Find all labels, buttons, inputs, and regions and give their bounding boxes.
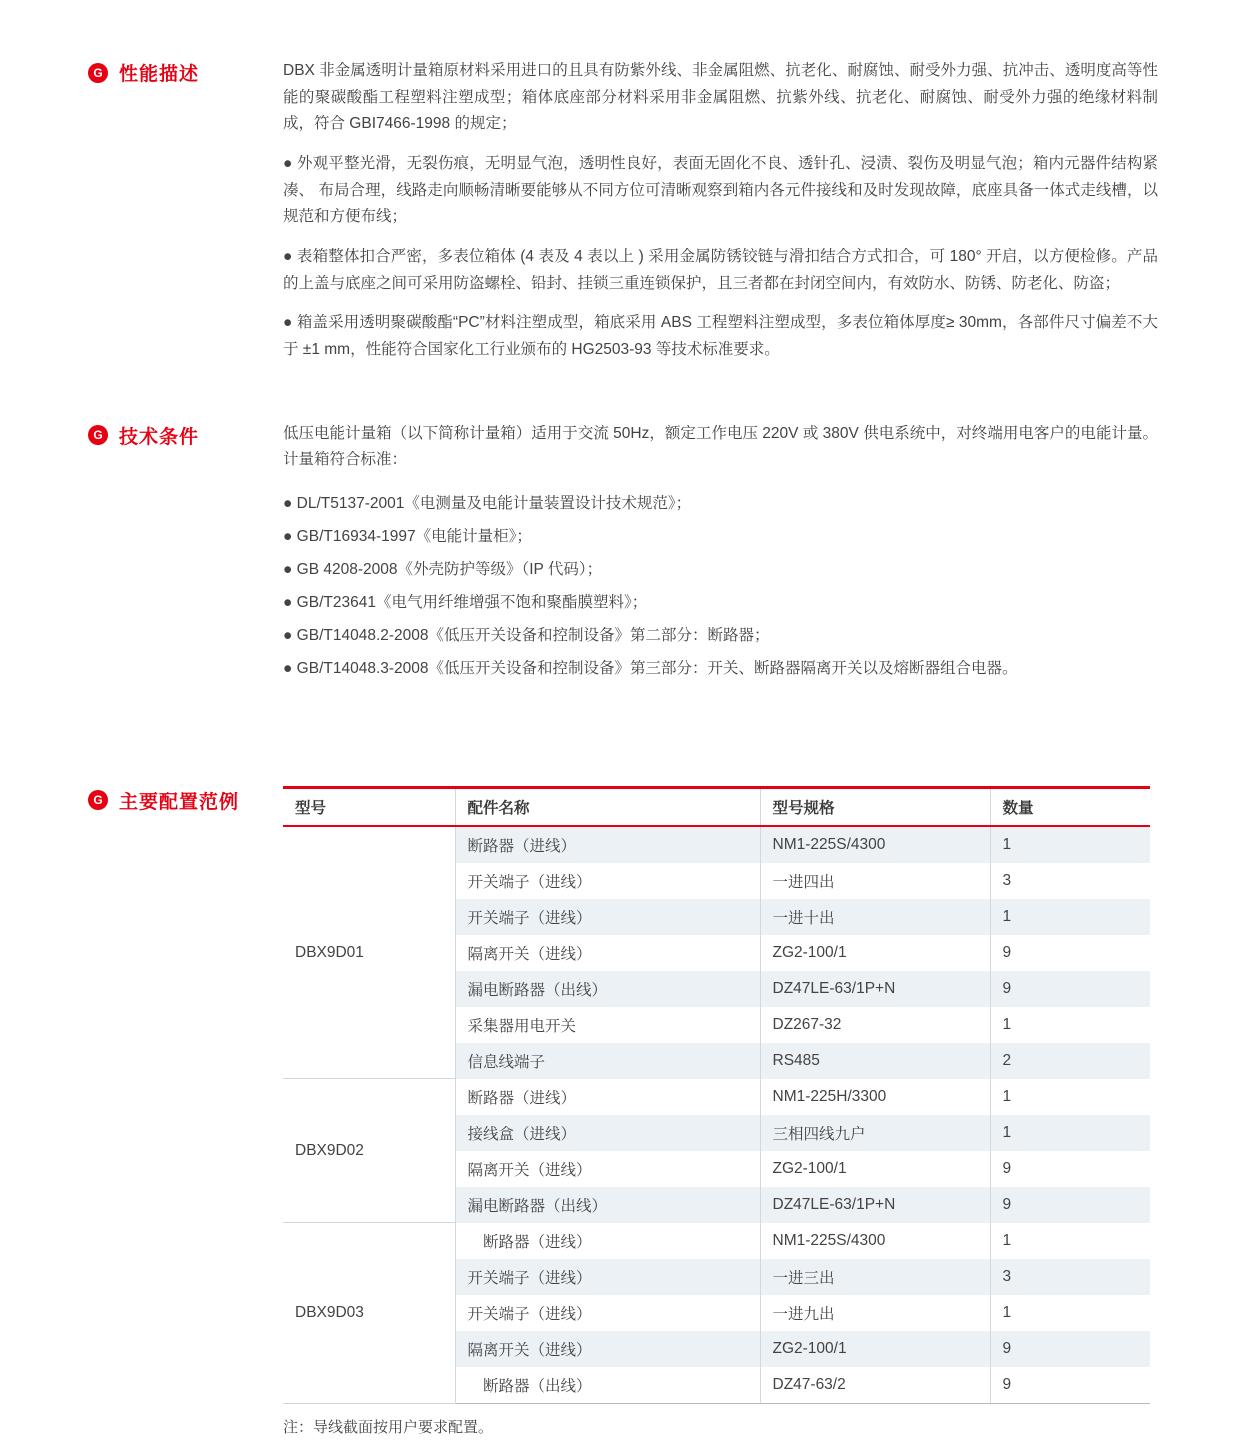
section-title-configuration: 主要配置范例 <box>119 791 240 813</box>
standard-item: ● GB/T14048.2-2008《低压开关设备和控制设备》第二部分：断路器； <box>283 626 770 644</box>
spec-cell: ZG2-100/1 <box>760 1331 990 1367</box>
qty-cell: 2 <box>990 1043 1150 1079</box>
qty-cell: 9 <box>990 971 1150 1007</box>
part-name-cell: 采集器用电开关 <box>455 1007 760 1043</box>
configuration-body <box>283 786 1158 1437</box>
qty-cell: 1 <box>990 899 1150 935</box>
standard-item: ● GB 4208-2008《外壳防护等级》（IP 代码）； <box>283 560 603 578</box>
table-row <box>283 1079 1150 1115</box>
spec-cell: ZG2-100/1 <box>760 1151 990 1187</box>
qty-cell: 9 <box>990 1367 1150 1404</box>
table-row <box>283 826 1150 863</box>
qty-cell: 9 <box>990 935 1150 971</box>
standard-item: ● DL/T5137-2001《电测量及电能计量装置设计技术规范》； <box>283 494 692 512</box>
spec-cell: 三相四线九户 <box>760 1115 990 1151</box>
spec-cell: DZ47LE-63/1P+N <box>760 1187 990 1223</box>
part-name-cell: 开关端子（进线） <box>455 1295 760 1331</box>
spec-cell: RS485 <box>760 1043 990 1079</box>
table-row <box>283 1223 1150 1259</box>
spec-cell: 一进十出 <box>760 899 990 935</box>
part-name-cell: 开关端子（进线） <box>455 1259 760 1295</box>
header-qty: 数量 <box>990 787 1150 826</box>
part-name-cell: 断路器（进线） <box>455 826 760 863</box>
qty-cell: 3 <box>990 1259 1150 1295</box>
qty-cell: 1 <box>990 1007 1150 1043</box>
configuration-table <box>283 786 1150 1404</box>
part-name-cell: 信息线端子 <box>455 1043 760 1079</box>
spec-cell: DZ47LE-63/1P+N <box>760 971 990 1007</box>
part-name-cell: 断路器（出线） <box>455 1367 760 1404</box>
part-name-cell: 断路器（进线） <box>455 1223 760 1259</box>
section-performance <box>0 58 1240 377</box>
model-cell: DBX9D03 <box>283 1223 455 1404</box>
qty-cell: 9 <box>990 1331 1150 1367</box>
spec-cell: 一进四出 <box>760 863 990 899</box>
section-config-heading <box>0 786 283 814</box>
section-marker-icon: G <box>88 790 108 810</box>
qty-cell: 1 <box>990 1223 1150 1259</box>
part-name-cell: 漏电断路器（出线） <box>455 1187 760 1223</box>
standards-list <box>283 494 1158 679</box>
section-configuration <box>0 786 1240 1437</box>
part-name-cell: 开关端子（进线） <box>455 899 760 935</box>
part-name-cell: 接线盒（进线） <box>455 1115 760 1151</box>
qty-cell: 9 <box>990 1187 1150 1223</box>
section-marker-icon: G <box>88 425 108 445</box>
section-technical-heading <box>0 421 283 449</box>
header-model: 型号 <box>283 787 455 826</box>
header-spec: 型号规格 <box>760 787 990 826</box>
performance-paragraph: ● 箱盖采用透明聚碳酸酯“PC”材料注塑成型，箱底采用 ABS 工程塑料注塑成型，多表位箱体厚度≥ 30mm，各部件尺寸偏差不大于 ±1 mm，性能符合国家化工行业颁布的 HG2503-93 等技术标准要求。 <box>283 314 1158 358</box>
section-performance-heading <box>0 58 283 86</box>
spec-cell: ZG2-100/1 <box>760 935 990 971</box>
spec-cell: 一进三出 <box>760 1259 990 1295</box>
standard-item: ● GB/T16934-1997《电能计量柜》； <box>283 527 532 545</box>
standard-item: ● GB/T23641《电气用纤维增强不饱和聚酯膜塑料》； <box>283 593 648 611</box>
section-title-performance: 性能描述 <box>119 64 200 85</box>
spec-cell: DZ47-63/2 <box>760 1367 990 1404</box>
performance-paragraph: DBX 非金属透明计量箱原材料采用进口的且具有防紫外线、非金属阻燃、抗老化、耐腐蚀、耐受外力强、抗冲击、透明度高等性能的聚碳酸酯工程塑料注塑成型；箱体底座部分材料采用非金属阻燃、抗紫外线、抗老化、耐腐蚀、耐受外力强的绝缘材料制成，符合 GBI7466-1998 的规定； <box>283 62 1158 133</box>
technical-body <box>283 421 1158 692</box>
qty-cell: 3 <box>990 863 1150 899</box>
section-technical <box>0 421 1240 692</box>
qty-cell: 1 <box>990 1295 1150 1331</box>
spec-cell: DZ267-32 <box>760 1007 990 1043</box>
qty-cell: 1 <box>990 826 1150 863</box>
model-cell: DBX9D02 <box>283 1079 455 1223</box>
part-name-cell: 隔离开关（进线） <box>455 1331 760 1367</box>
performance-paragraph: ● 外观平整光滑，无裂伤痕，无明显气泡，透明性良好，表面无固化不良、透针孔、浸渍、裂伤及明显气泡；箱内元器件结构紧凑、 布局合理，线路走向顺畅清晰要能够从不同方位可清晰观察到箱内各元件接线和及时发现故障，底座具备一体式走线槽，以规范和方便布线； <box>283 154 1158 226</box>
technical-intro: 低压电能计量箱（以下简称计量箱）适用于交流 50Hz，额定工作电压 220V 或 380V 供电系统中，对终端用电客户的电能计量。计量箱符合标准： <box>283 424 1158 469</box>
section-marker-icon: G <box>88 63 108 83</box>
spec-cell: NM1-225H/3300 <box>760 1079 990 1115</box>
section-title-technical: 技术条件 <box>119 426 200 448</box>
part-name-cell: 断路器（进线） <box>455 1079 760 1115</box>
table-header-row <box>283 787 1150 826</box>
performance-body <box>283 58 1158 377</box>
qty-cell: 1 <box>990 1115 1150 1151</box>
qty-cell: 1 <box>990 1079 1150 1115</box>
part-name-cell: 隔离开关（进线） <box>455 935 760 971</box>
performance-paragraph: ● 表箱整体扣合严密，多表位箱体 (4 表及 4 表以上 ) 采用金属防锈铰链与滑扣结合方式扣合，可 180° 开启，以方便检修。产品的上盖与底座之间可采用防盗螺栓、铅封、挂锁三重连锁保护，且三者都在封闭空间内，有效防水、防锈、防老化、防盗； <box>283 247 1158 292</box>
standard-item: ● GB/T14048.3-2008《低压开关设备和控制设备》第三部分：开关、断路器隔离开关以及熔断器组合电器。 <box>283 659 1018 677</box>
part-name-cell: 开关端子（进线） <box>455 863 760 899</box>
model-cell: DBX9D01 <box>283 826 455 1079</box>
spec-cell: 一进九出 <box>760 1295 990 1331</box>
part-name-cell: 漏电断路器（出线） <box>455 971 760 1007</box>
header-part-name: 配件名称 <box>455 787 760 826</box>
qty-cell: 9 <box>990 1151 1150 1187</box>
table-note: 注：导线截面按用户要求配置。 <box>283 1418 494 1436</box>
spec-cell: NM1-225S/4300 <box>760 826 990 863</box>
part-name-cell: 隔离开关（进线） <box>455 1151 760 1187</box>
spec-cell: NM1-225S/4300 <box>760 1223 990 1259</box>
